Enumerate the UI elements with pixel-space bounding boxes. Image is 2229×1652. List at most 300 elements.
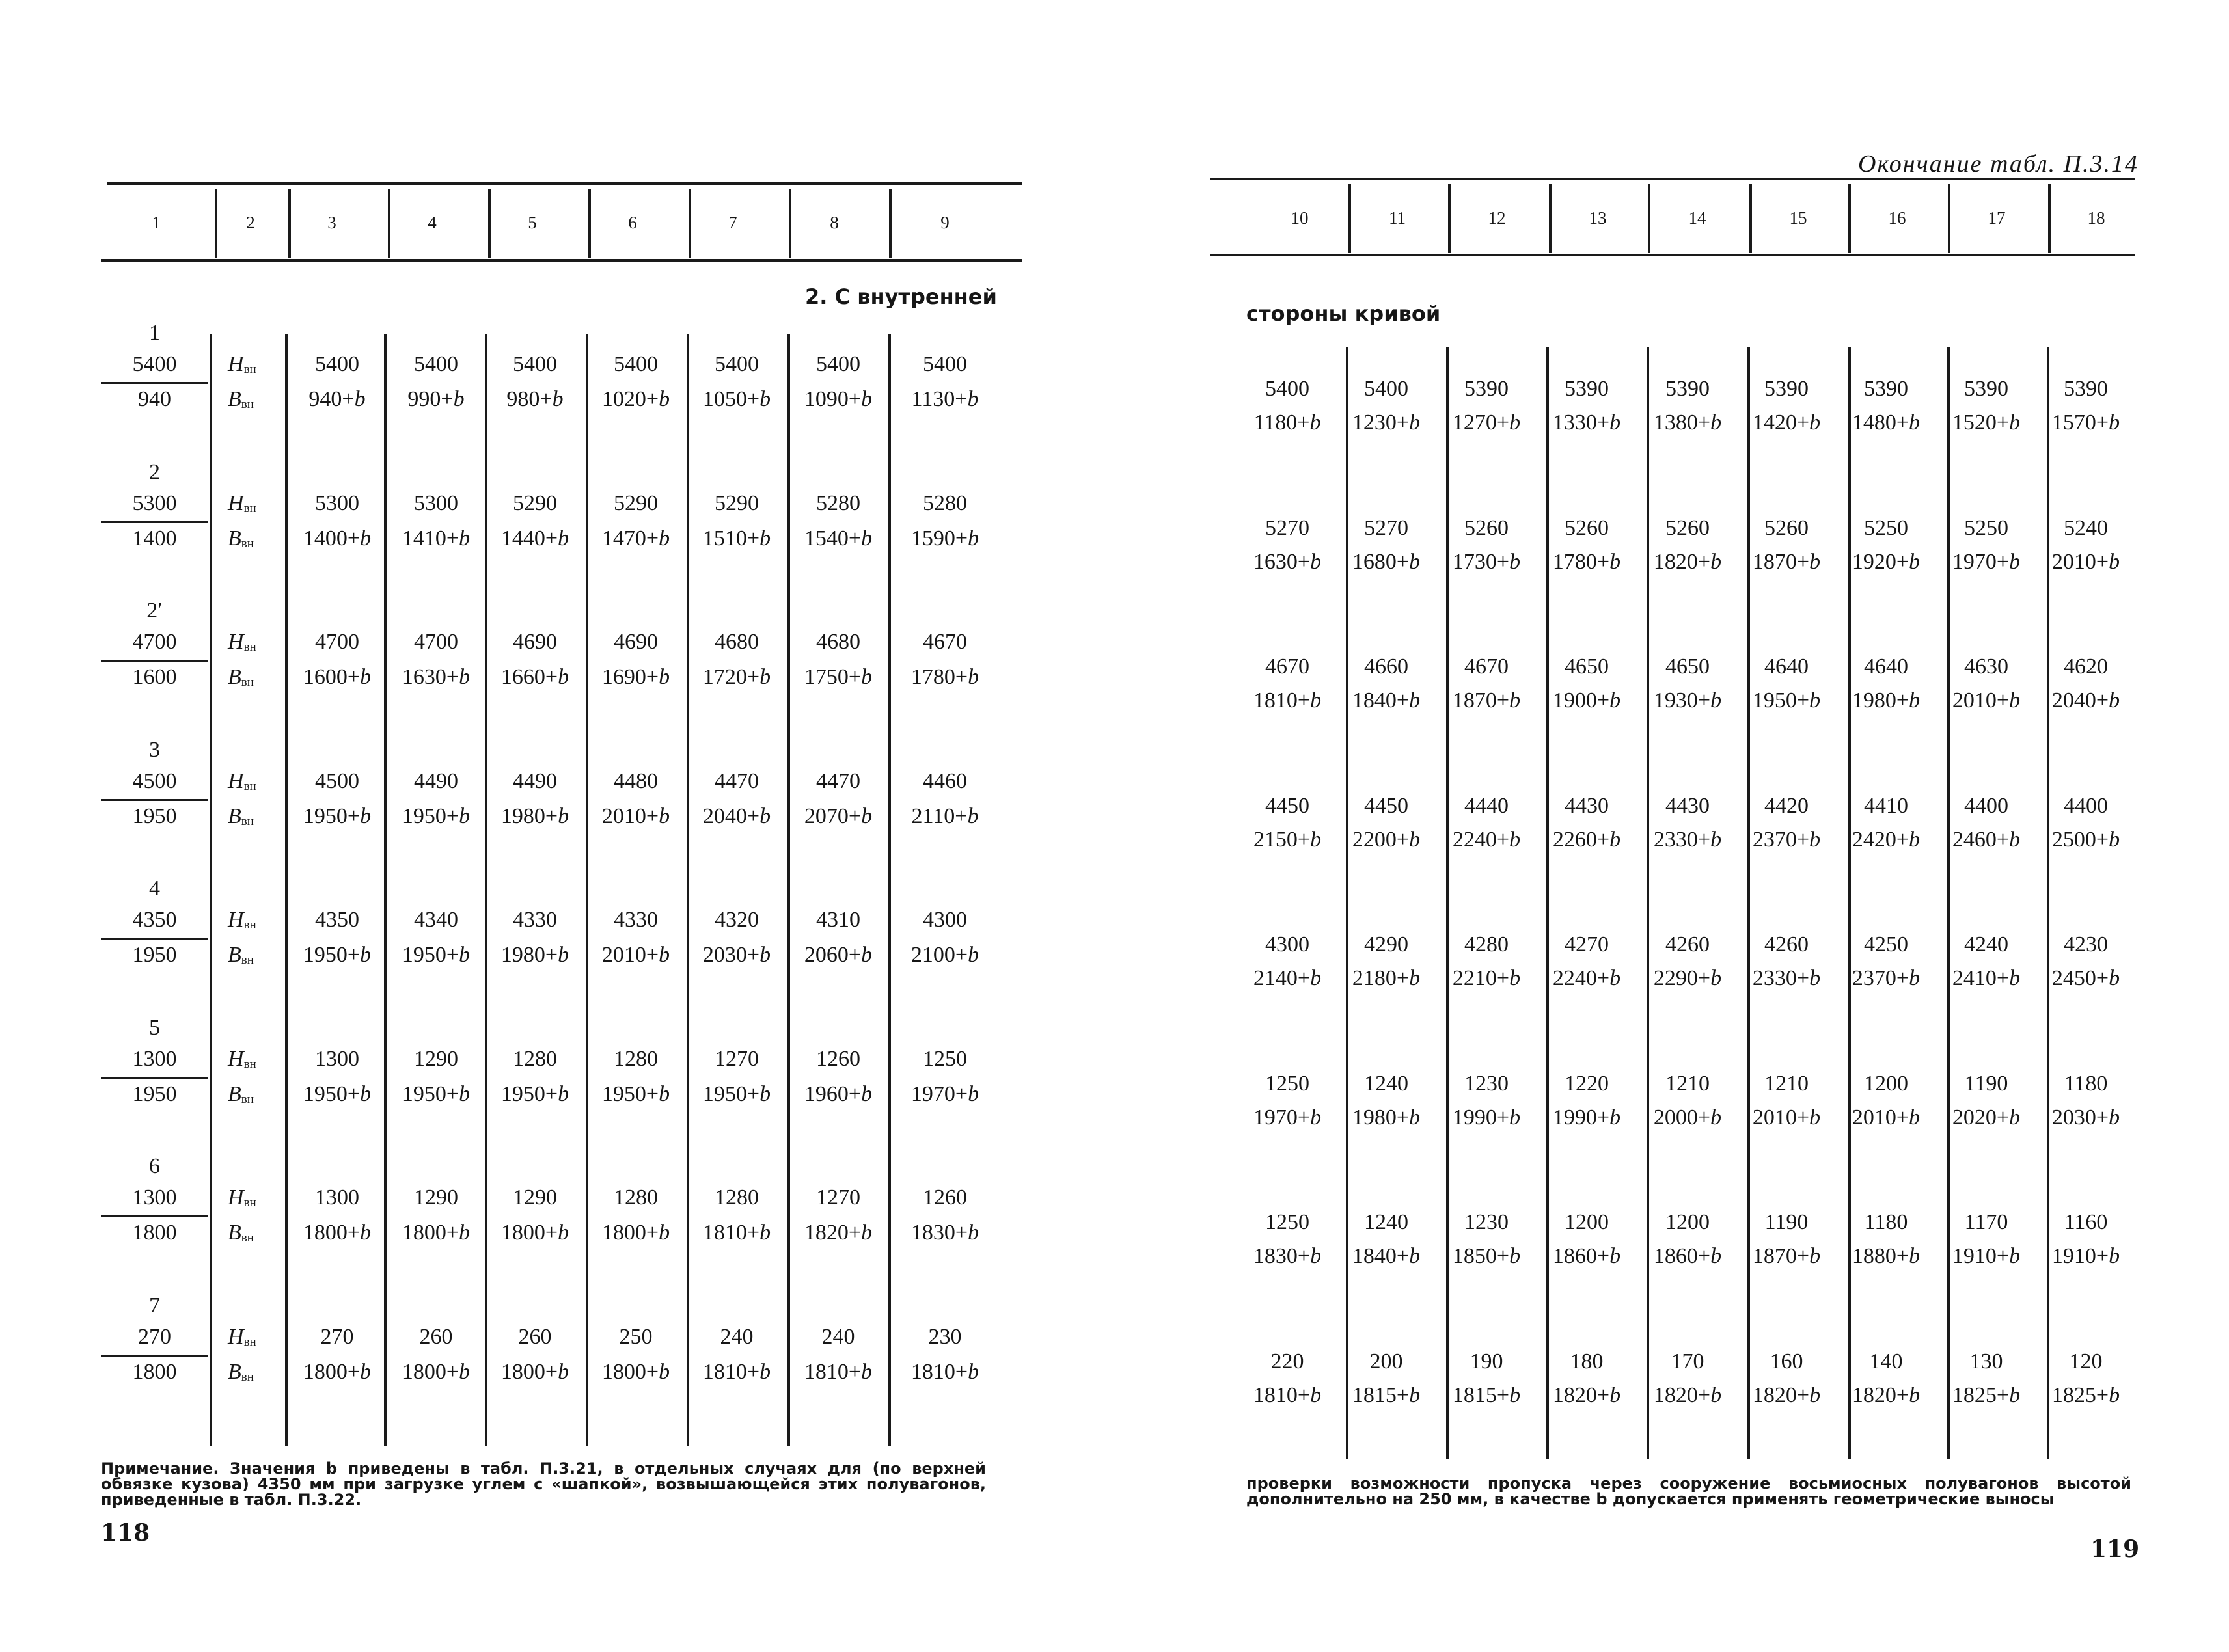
b-inner-symbol: $B_{вн}$ [228,387,254,411]
b-value-cell: 2030+b [2051,1105,2120,1130]
row-height-value: 1300 [132,1046,177,1071]
row-label-1: 1 [149,321,160,345]
h-value-cell: 4670 [1464,655,1509,679]
h-value-cell: 4650 [1665,655,1710,679]
b-value-cell: 1510+b [702,526,771,550]
h-value-cell: 230 [928,1324,962,1349]
h-value-cell: 5290 [513,491,557,515]
h-value-cell: 4400 [1964,793,2008,818]
h-value-cell: 5290 [614,491,658,515]
b-value-cell: 1950+b [702,1081,771,1106]
column-header-16: 16 [1888,208,1906,228]
h-value-cell: 1290 [414,1185,458,1210]
h-value-cell: 5270 [1364,515,1408,540]
h-value-cell: 5280 [923,491,967,515]
b-value-cell: 2330+b [1653,827,1722,852]
h-value-cell: 4700 [414,630,458,654]
h-value-cell: 5290 [715,491,759,515]
h-value-cell: 4420 [1764,793,1809,818]
h-value-cell: 4470 [816,768,860,793]
h-value-cell: 1280 [715,1185,759,1210]
b-value-cell: 1830+b [910,1221,979,1245]
b-value-cell: 1950+b [402,804,471,828]
h-value-cell: 5250 [1964,515,2008,540]
b-value-cell: 2000+b [1653,1105,1722,1130]
h-value-cell: 4430 [1565,793,1609,818]
h-value-cell: 4640 [1764,655,1809,679]
b-value-cell: 2370+b [1752,827,1821,852]
b-value-cell: 1870+b [1752,1244,1821,1268]
b-value-cell: 1590+b [910,526,979,550]
column-header-12: 12 [1488,208,1506,228]
b-value-cell: 1130+b [911,387,979,411]
h-inner-symbol: $H_{вн}$ [228,1324,256,1349]
column-header-18: 18 [2087,208,2105,228]
h-value-cell: 4230 [2064,932,2108,956]
h-value-cell: 1270 [816,1185,860,1210]
h-value-cell: 5390 [1464,377,1509,401]
b-value-cell: 2030+b [702,943,771,967]
h-inner-symbol: $H_{вн}$ [228,630,256,654]
b-value-cell: 1970+b [910,1081,979,1106]
b-value-cell: 2410+b [1952,966,2021,990]
h-value-cell: 5400 [513,352,557,376]
b-value-cell: 2140+b [1253,966,1322,990]
left-header-top-rule [107,182,1022,185]
h-value-cell: 4480 [614,768,658,793]
h-value-cell: 4440 [1464,793,1509,818]
row-label-5: 4 [149,876,160,900]
b-value-cell: 1820+b [1852,1383,1921,1407]
b-value-cell: 2290+b [1653,966,1722,990]
b-inner-symbol: $B_{вн}$ [228,804,254,828]
b-value-cell: 1815+b [1352,1383,1421,1407]
h-value-cell: 1160 [2064,1210,2108,1234]
column-divider [1546,347,1549,1459]
b-value-cell: 1820+b [1552,1383,1621,1407]
h-value-cell: 4280 [1464,932,1509,956]
h-value-cell: 4470 [715,768,759,793]
row-label-6: 5 [149,1015,160,1040]
b-value-cell: 1820+b [804,1221,873,1245]
column-divider [285,334,288,1446]
h-value-cell: 5260 [1464,515,1509,540]
h-value-cell: 250 [619,1324,653,1349]
b-value-cell: 1980+b [500,804,569,828]
left-header-bottom-rule [101,259,1022,262]
h-value-cell: 130 [1969,1349,2003,1374]
h-value-cell: 4680 [816,630,860,654]
h-value-cell: 5400 [1265,377,1309,401]
h-value-cell: 4260 [1764,932,1809,956]
h-value-cell: 5260 [1764,515,1809,540]
header-divider [388,189,390,258]
b-value-cell: 2150+b [1253,827,1322,852]
header-divider [2048,184,2051,253]
row-width-value: 1600 [132,665,177,689]
h-value-cell: 5300 [315,491,359,515]
fraction-bar [101,1215,208,1217]
h-value-cell: 4320 [715,908,759,932]
h-value-cell: 4690 [513,630,557,654]
b-value-cell: 1410+b [402,526,471,550]
h-value-cell: 5390 [1565,377,1609,401]
b-value-cell: 1810+b [702,1359,771,1384]
h-value-cell: 5400 [614,352,658,376]
h-value-cell: 4400 [2064,793,2108,818]
b-value-cell: 2110+b [911,804,979,828]
b-value-cell: 1730+b [1452,549,1521,574]
b-value-cell: 1380+b [1653,411,1722,435]
column-header-2: 2 [246,213,255,232]
column-header-5: 5 [528,213,537,232]
b-value-cell: 1800+b [303,1359,372,1384]
b-value-cell: 1470+b [601,526,670,550]
column-header-4: 4 [428,213,437,232]
b-value-cell: 1990+b [1552,1105,1621,1130]
h-value-cell: 4270 [1565,932,1609,956]
b-value-cell: 1810+b [910,1359,979,1384]
b-value-cell: 1930+b [1653,688,1722,712]
h-value-cell: 1200 [1565,1210,1609,1234]
h-value-cell: 4490 [414,768,458,793]
row-label-8: 7 [149,1293,160,1318]
b-value-cell: 2200+b [1352,827,1421,852]
b-value-cell: 2460+b [1952,827,2021,852]
row-height-value: 4350 [132,908,177,932]
header-divider [1848,184,1851,253]
b-value-cell: 1810+b [1253,1383,1322,1407]
row-label-3: 2′ [146,599,163,623]
b-value-cell: 1180+b [1253,411,1321,435]
b-inner-symbol: $B_{вн}$ [228,943,254,967]
row-width-value: 940 [138,387,171,411]
h-value-cell: 1290 [414,1046,458,1071]
b-inner-symbol: $B_{вн}$ [228,1081,254,1106]
b-value-cell: 1400+b [303,526,372,550]
h-value-cell: 240 [821,1324,855,1349]
h-value-cell: 5300 [414,491,458,515]
b-value-cell: 1570+b [2051,411,2120,435]
h-value-cell: 5240 [2064,515,2108,540]
b-value-cell: 1520+b [1952,411,2021,435]
b-value-cell: 1840+b [1352,1244,1421,1268]
b-value-cell: 2060+b [804,943,873,967]
column-divider [1346,347,1348,1459]
h-value-cell: 180 [1570,1349,1604,1374]
b-value-cell: 1810+b [1253,688,1322,712]
row-width-value: 1800 [132,1359,177,1384]
h-value-cell: 1290 [513,1185,557,1210]
header-divider [1648,184,1650,253]
h-value-cell: 5390 [1665,377,1710,401]
h-value-cell: 5400 [414,352,458,376]
b-value-cell: 1090+b [804,387,873,411]
row-height-value: 4500 [132,768,177,793]
column-header-17: 17 [1988,208,2006,228]
row-width-value: 1950 [132,804,177,828]
b-value-cell: 2500+b [2051,827,2120,852]
h-value-cell: 1270 [715,1046,759,1071]
b-value-cell: 1910+b [1952,1244,2021,1268]
h-value-cell: 5390 [1964,377,2008,401]
b-value-cell: 1970+b [1253,1105,1322,1130]
b-value-cell: 940+b [308,387,366,411]
b-value-cell: 2370+b [1852,966,1921,990]
b-value-cell: 1780+b [1552,549,1621,574]
b-value-cell: 1480+b [1852,411,1921,435]
row-label-7: 6 [149,1154,160,1178]
column-divider [1747,347,1750,1459]
header-divider [588,189,591,258]
b-value-cell: 1270+b [1452,411,1521,435]
header-divider [889,189,892,258]
column-divider [210,334,212,1446]
h-value-cell: 4460 [923,768,967,793]
h-value-cell: 4410 [1864,793,1908,818]
row-width-value: 1950 [132,943,177,967]
b-value-cell: 1420+b [1752,411,1821,435]
b-value-cell: 2010+b [601,943,670,967]
b-value-cell: 2100+b [910,943,979,967]
h-value-cell: 4490 [513,768,557,793]
b-value-cell: 1540+b [804,526,873,550]
h-value-cell: 4640 [1864,655,1908,679]
b-value-cell: 1850+b [1452,1244,1521,1268]
section-title-left: 2. С внутренней [805,284,997,309]
h-inner-symbol: $H_{вн}$ [228,1185,256,1210]
b-value-cell: 1800+b [500,1221,569,1245]
h-value-cell: 140 [1869,1349,1903,1374]
b-value-cell: 1980+b [500,943,569,967]
b-value-cell: 1950+b [1752,688,1821,712]
h-value-cell: 1190 [1964,1071,2008,1096]
b-value-cell: 1690+b [601,665,670,689]
h-value-cell: 4670 [923,630,967,654]
column-divider [2047,347,2049,1459]
h-value-cell: 1250 [923,1046,967,1071]
header-divider [1549,184,1552,253]
b-value-cell: 1950+b [303,804,372,828]
h-value-cell: 1280 [614,1185,658,1210]
h-value-cell: 4500 [315,768,359,793]
b-value-cell: 1950+b [500,1081,569,1106]
column-divider [1947,347,1950,1459]
b-value-cell: 1810+b [702,1221,771,1245]
h-value-cell: 200 [1369,1349,1403,1374]
h-value-cell: 5400 [816,352,860,376]
b-value-cell: 1860+b [1552,1244,1621,1268]
h-value-cell: 1200 [1864,1071,1908,1096]
header-divider [1749,184,1752,253]
h-value-cell: 1180 [1864,1210,1908,1234]
b-value-cell: 1950+b [303,943,372,967]
b-value-cell: 990+b [407,387,465,411]
header-divider [288,189,291,258]
h-value-cell: 4290 [1364,932,1408,956]
header-divider [689,189,691,258]
h-inner-symbol: $H_{вн}$ [228,908,256,932]
b-value-cell: 2450+b [2051,966,2120,990]
header-divider [215,189,217,258]
b-value-cell: 1980+b [1352,1105,1421,1130]
row-height-value: 270 [138,1324,171,1349]
h-value-cell: 4310 [816,908,860,932]
h-value-cell: 4630 [1964,655,2008,679]
h-value-cell: 4450 [1265,793,1309,818]
column-divider [1647,347,1649,1459]
b-value-cell: 1820+b [1653,549,1722,574]
h-value-cell: 4330 [614,908,658,932]
row-width-value: 1800 [132,1221,177,1245]
b-value-cell: 2210+b [1452,966,1521,990]
header-divider [789,189,791,258]
b-value-cell: 1860+b [1653,1244,1722,1268]
b-value-cell: 1920+b [1852,549,1921,574]
h-inner-symbol: $H_{вн}$ [228,352,256,376]
b-value-cell: 1680+b [1352,549,1421,574]
b-value-cell: 1330+b [1552,411,1621,435]
h-value-cell: 1300 [315,1046,359,1071]
h-value-cell: 1210 [1764,1071,1809,1096]
b-value-cell: 2420+b [1852,827,1921,852]
h-value-cell: 1260 [816,1046,860,1071]
column-header-3: 3 [327,213,336,232]
h-value-cell: 1220 [1565,1071,1609,1096]
fraction-bar [101,1077,208,1079]
h-value-cell: 4680 [715,630,759,654]
column-header-9: 9 [940,213,950,232]
b-value-cell: 1630+b [1253,549,1322,574]
column-divider [1848,347,1851,1459]
h-value-cell: 4300 [1265,932,1309,956]
h-value-cell: 5400 [923,352,967,376]
column-divider [888,334,891,1446]
b-value-cell: 2040+b [702,804,771,828]
row-width-value: 1400 [132,526,177,550]
h-value-cell: 4330 [513,908,557,932]
b-value-cell: 1830+b [1253,1244,1322,1268]
h-value-cell: 4260 [1665,932,1710,956]
h-value-cell: 4660 [1364,655,1408,679]
b-value-cell: 2020+b [1952,1105,2021,1130]
column-header-14: 14 [1688,208,1706,228]
h-value-cell: 1170 [1964,1210,2008,1234]
b-value-cell: 1720+b [702,665,771,689]
h-value-cell: 1200 [1665,1210,1710,1234]
h-value-cell: 1240 [1364,1071,1408,1096]
h-value-cell: 1230 [1464,1071,1509,1096]
h-value-cell: 5390 [2064,377,2108,401]
b-value-cell: 1800+b [601,1359,670,1384]
row-label-4: 3 [149,737,160,762]
h-value-cell: 1240 [1364,1210,1408,1234]
b-value-cell: 1660+b [500,665,569,689]
column-header-11: 11 [1389,208,1406,228]
b-value-cell: 1820+b [1653,1383,1722,1407]
h-value-cell: 1250 [1265,1071,1309,1096]
h-value-cell: 1250 [1265,1210,1309,1234]
h-value-cell: 160 [1770,1349,1803,1374]
b-inner-symbol: $B_{вн}$ [228,1359,254,1384]
b-value-cell: 1800+b [303,1221,372,1245]
b-value-cell: 2010+b [601,804,670,828]
h-value-cell: 1260 [923,1185,967,1210]
h-inner-symbol: $H_{вн}$ [228,768,256,793]
b-value-cell: 2180+b [1352,966,1421,990]
b-value-cell: 1600+b [303,665,372,689]
header-divider [1948,184,1950,253]
b-value-cell: 2240+b [1452,827,1521,852]
b-value-cell: 980+b [506,387,564,411]
b-value-cell: 1970+b [1952,549,2021,574]
h-value-cell: 5400 [1364,377,1408,401]
b-value-cell: 1230+b [1352,411,1421,435]
h-value-cell: 5400 [715,352,759,376]
h-value-cell: 5390 [1764,377,1809,401]
h-value-cell: 5390 [1864,377,1908,401]
h-value-cell: 5270 [1265,515,1309,540]
b-value-cell: 1800+b [402,1221,471,1245]
row-height-value: 5300 [132,491,177,515]
b-value-cell: 2240+b [1552,966,1621,990]
b-value-cell: 1950+b [402,943,471,967]
b-value-cell: 2040+b [2051,688,2120,712]
b-value-cell: 2010+b [1852,1105,1921,1130]
h-value-cell: 1300 [315,1185,359,1210]
b-value-cell: 1815+b [1452,1383,1521,1407]
h-value-cell: 5280 [816,491,860,515]
h-inner-symbol: $H_{вн}$ [228,1046,256,1071]
h-value-cell: 1190 [1764,1210,1809,1234]
b-value-cell: 2070+b [804,804,873,828]
h-value-cell: 1180 [2064,1071,2108,1096]
h-value-cell: 4670 [1265,655,1309,679]
b-value-cell: 1825+b [1952,1383,2021,1407]
b-value-cell: 1950+b [303,1081,372,1106]
b-value-cell: 1870+b [1452,688,1521,712]
b-value-cell: 1780+b [910,665,979,689]
column-header-7: 7 [728,213,737,232]
b-value-cell: 1800+b [601,1221,670,1245]
h-value-cell: 4250 [1864,932,1908,956]
b-value-cell: 1800+b [402,1359,471,1384]
h-value-cell: 240 [720,1324,754,1349]
b-inner-symbol: $B_{вн}$ [228,526,254,550]
column-header-13: 13 [1589,208,1607,228]
b-value-cell: 1820+b [1752,1383,1821,1407]
h-value-cell: 4700 [315,630,359,654]
row-height-value: 1300 [132,1185,177,1210]
h-value-cell: 1280 [614,1046,658,1071]
right-header-bottom-rule [1210,254,2135,256]
b-value-cell: 1960+b [804,1081,873,1106]
b-value-cell: 1800+b [500,1359,569,1384]
page-number-left: 118 [101,1519,150,1547]
b-value-cell: 1750+b [804,665,873,689]
page-number-right: 119 [2090,1536,2140,1563]
b-value-cell: 1950+b [402,1081,471,1106]
h-value-cell: 5400 [315,352,359,376]
h-value-cell: 1280 [513,1046,557,1071]
b-value-cell: 1980+b [1852,688,1921,712]
h-value-cell: 1230 [1464,1210,1509,1234]
b-value-cell: 1870+b [1752,549,1821,574]
h-value-cell: 270 [320,1324,354,1349]
h-value-cell: 4430 [1665,793,1710,818]
header-divider [1348,184,1351,253]
h-value-cell: 4340 [414,908,458,932]
